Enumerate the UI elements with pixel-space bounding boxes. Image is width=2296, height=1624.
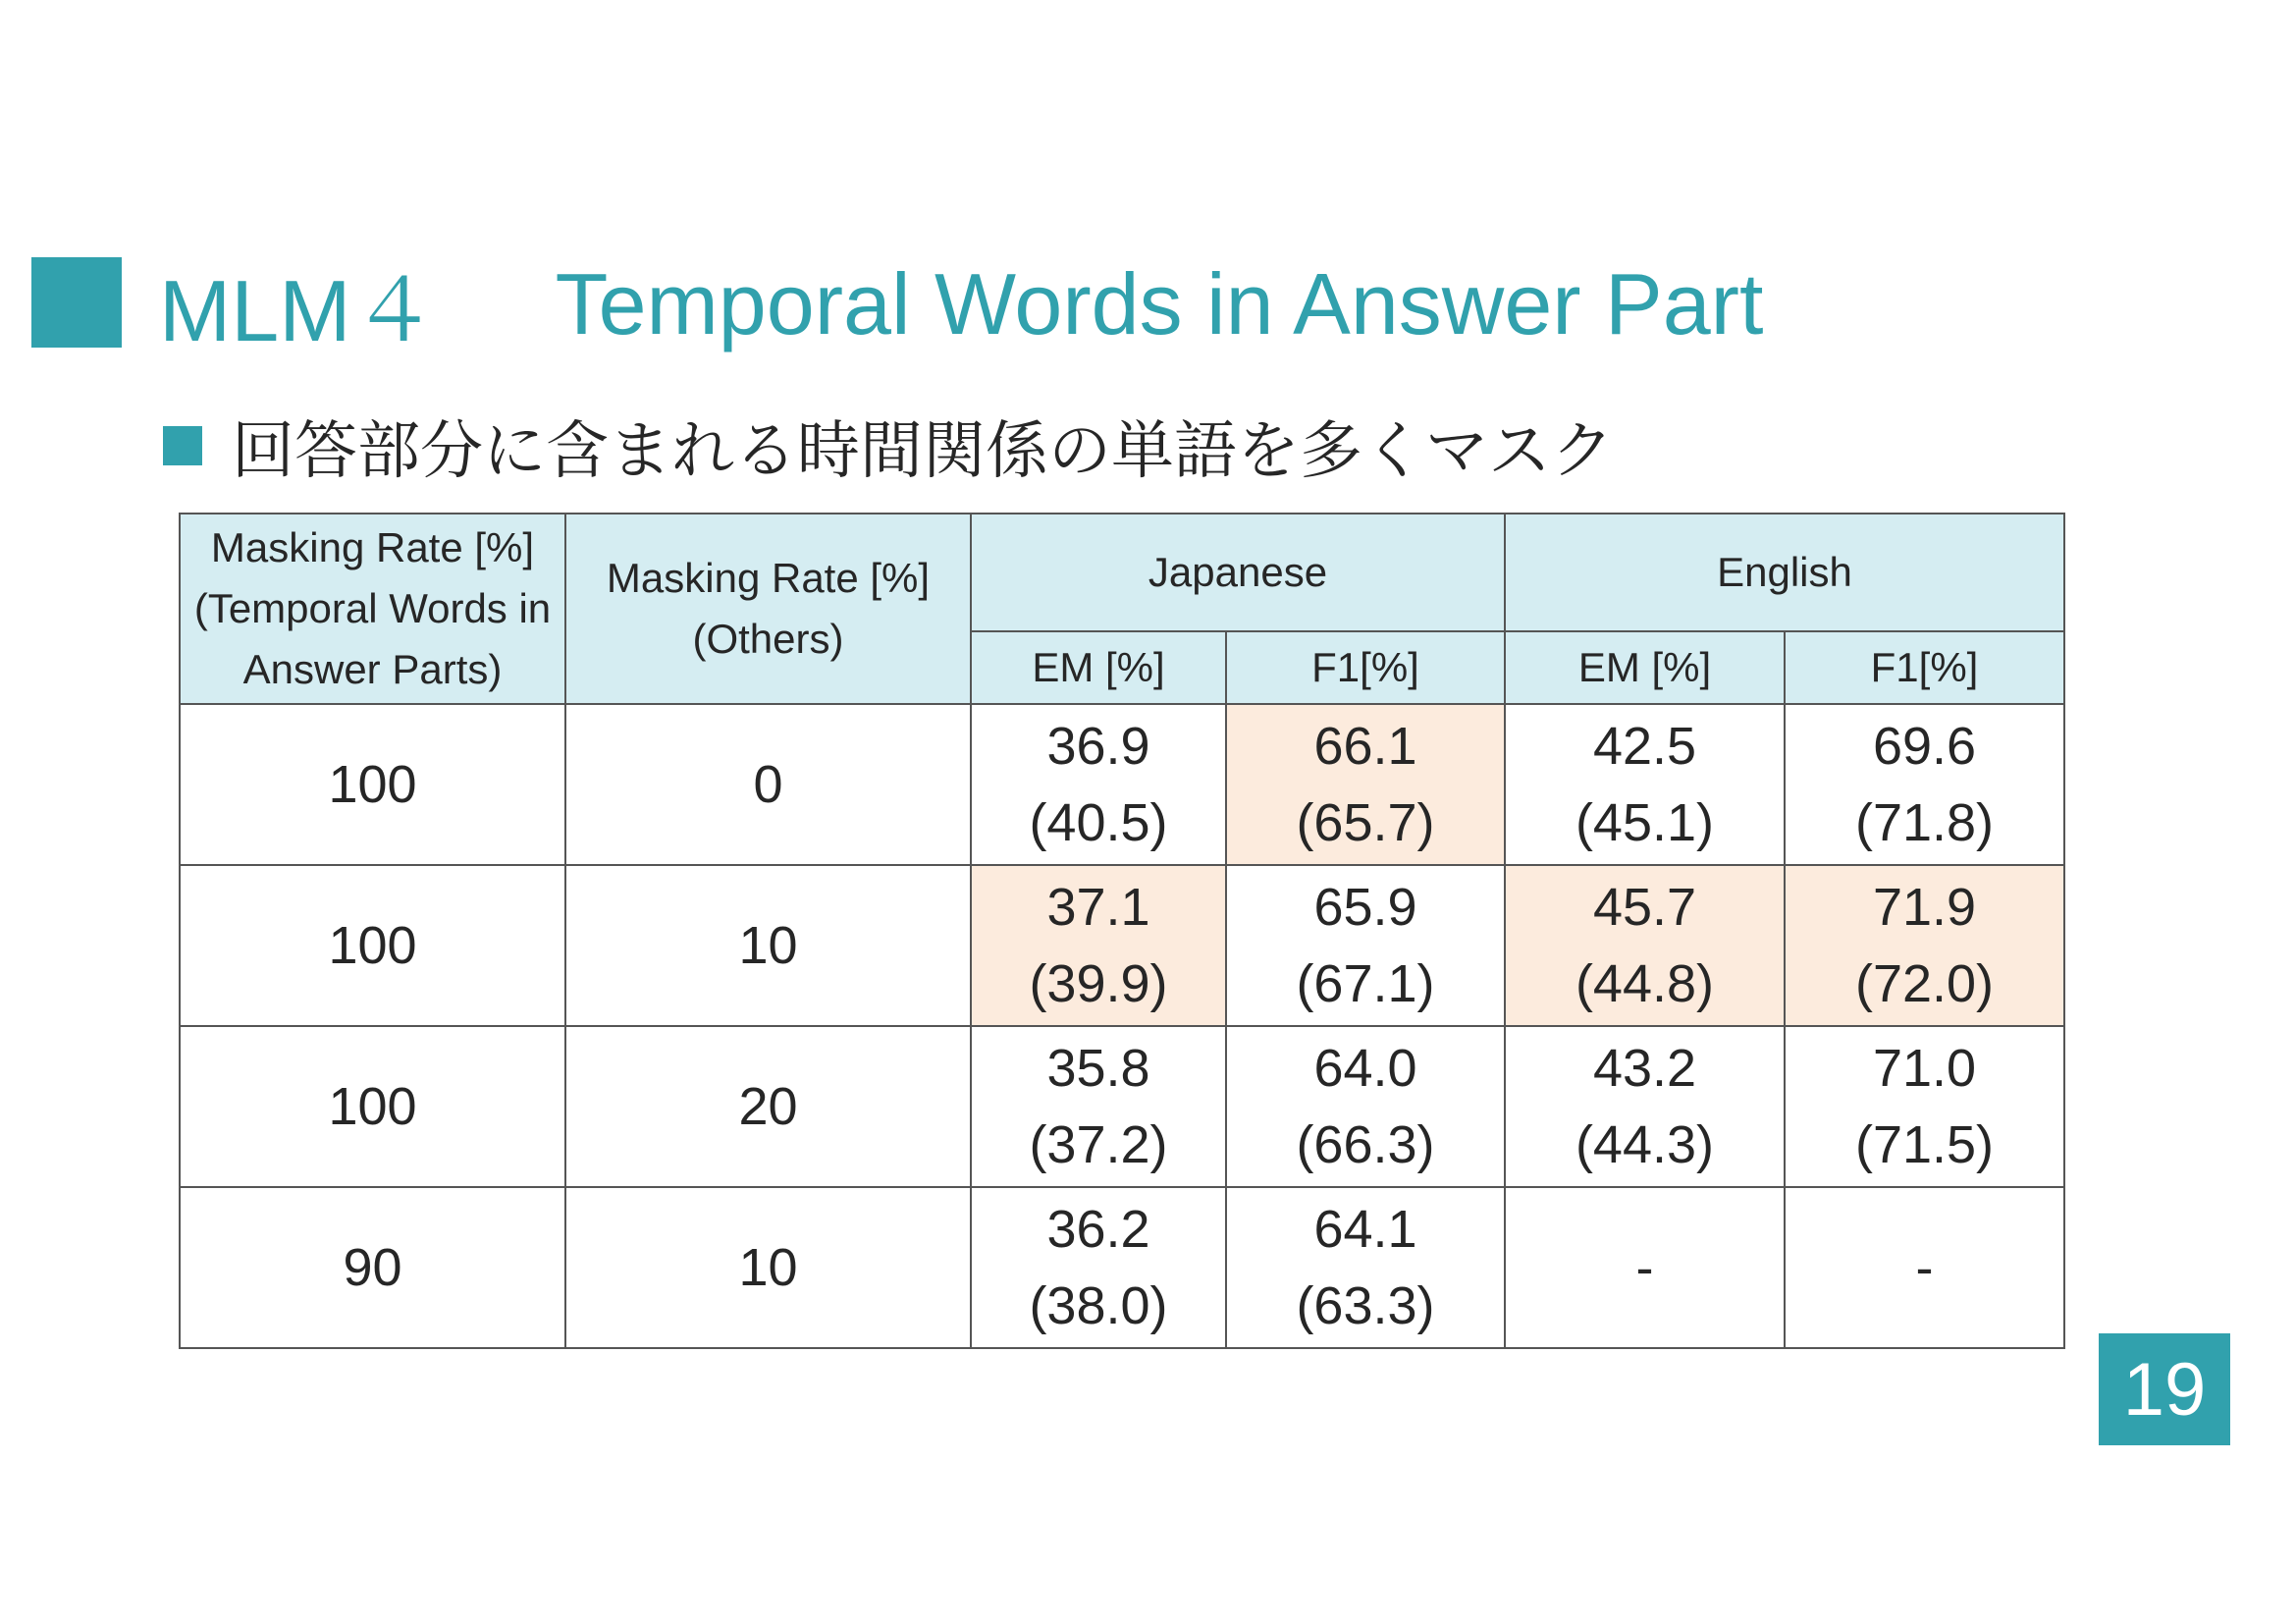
value-paren: (44.3) [1575,1115,1715,1174]
cell-mask-others: 0 [565,704,971,865]
value: 64.0 [1313,1039,1417,1098]
value-paren: (39.9) [1029,954,1168,1013]
value-paren: (66.3) [1296,1115,1435,1174]
header-japanese: Japanese [971,514,1505,631]
cell-ja-em [971,1187,1226,1348]
cell-ja-f1 [1226,1187,1505,1348]
cell-mask-others: 10 [565,865,971,1026]
bullet-text: 回答部分に含まれる時間関係の単語を多くマスク [232,415,1614,486]
value: 43.2 [1592,1039,1697,1098]
table-row [180,865,2064,1026]
page-number: 19 [2099,1333,2230,1445]
value: 35.8 [1046,1039,1150,1098]
value-paren: (65.7) [1296,793,1435,852]
value-paren: (71.8) [1854,793,1995,852]
value: 71.9 [1872,878,1977,937]
value: 36.9 [1046,717,1150,776]
cell-en-f1: - [1785,1187,2064,1348]
cell-en-em [1505,704,1785,865]
value: 37.1 [1046,878,1150,937]
value: 71.0 [1872,1039,1977,1098]
value-paren: (37.2) [1029,1115,1168,1174]
header-masking-rate-others: Masking Rate [%] (Others) [565,514,971,704]
results-table [179,513,2065,1349]
cell-mask-temporal: 100 [180,1026,565,1187]
cell-en-f1 [1785,1026,2064,1187]
cell-mask-temporal: 100 [180,704,565,865]
value-paren: (45.1) [1575,793,1715,852]
header-en-em: EM [%] [1505,631,1785,704]
value: 42.5 [1592,717,1697,776]
value-paren: (72.0) [1854,954,1995,1013]
slide-title [159,245,1763,363]
value: 64.1 [1313,1200,1417,1259]
table-row [180,1026,2064,1187]
cell-ja-em [971,704,1226,865]
cell-ja-em [971,1026,1226,1187]
value: 45.7 [1592,878,1697,937]
cell-en-em [1505,1026,1785,1187]
bullet-square-icon [163,426,202,465]
value-paren: (40.5) [1029,793,1168,852]
cell-ja-f1-best [1226,704,1505,865]
cell-en-em: - [1505,1187,1785,1348]
bullet-point [163,405,1614,487]
header-ja-em: EM [%] [971,631,1226,704]
title-text: Temporal Words in Answer Part [555,255,1764,352]
cell-ja-em-best [971,865,1226,1026]
value: 36.2 [1046,1200,1150,1259]
title-prefix: MLM４ [159,262,438,359]
value: 69.6 [1872,717,1977,776]
table-row [180,704,2064,865]
value: 65.9 [1313,878,1417,937]
value-paren: (63.3) [1296,1276,1435,1335]
cell-en-f1 [1785,704,2064,865]
header-en-f1: F1[%] [1785,631,2064,704]
cell-en-em-best [1505,865,1785,1026]
header-ja-f1: F1[%] [1226,631,1505,704]
cell-mask-temporal: 100 [180,865,565,1026]
value-paren: (67.1) [1296,954,1435,1013]
value-paren: (44.8) [1575,954,1715,1013]
cell-mask-others: 20 [565,1026,971,1187]
table-row [180,1187,2064,1348]
value-paren: (38.0) [1029,1276,1168,1335]
header-masking-rate-temporal: Masking Rate [%] (Temporal Words in Answer Parts) [180,514,565,704]
cell-en-f1-best [1785,865,2064,1026]
cell-mask-others: 10 [565,1187,971,1348]
value-paren: (71.5) [1854,1115,1995,1174]
cell-ja-f1 [1226,1026,1505,1187]
header-english: English [1505,514,2064,631]
title-square-icon [31,257,122,348]
value: 66.1 [1313,717,1417,776]
cell-mask-temporal: 90 [180,1187,565,1348]
cell-ja-f1 [1226,865,1505,1026]
